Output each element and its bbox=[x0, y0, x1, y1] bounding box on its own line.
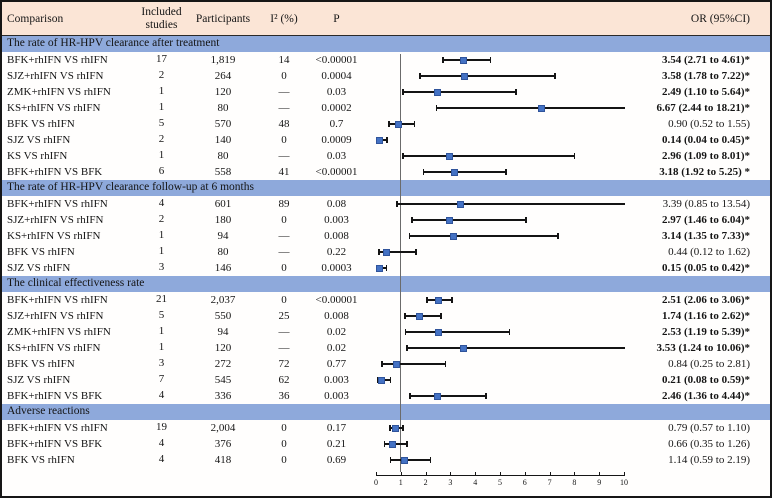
column-header-participants: Participants bbox=[195, 12, 251, 25]
or-ci-value: 2.53 (1.19 to 5.39)* bbox=[662, 326, 750, 338]
column-header-p: P bbox=[333, 12, 340, 25]
table-row bbox=[2, 244, 770, 260]
or-point-marker bbox=[460, 57, 467, 64]
included-studies-cell: 1 bbox=[158, 245, 165, 258]
section-title: The rate of HR-HPV clearance follow-up at 6 months bbox=[2, 180, 770, 196]
p-value-cell: 0.0003 bbox=[321, 262, 352, 274]
ci-interval-line bbox=[407, 347, 625, 349]
i2-cell: 72 bbox=[278, 358, 290, 370]
comparison-cell: ZMK+rhIFN VS rhIFN bbox=[7, 86, 111, 98]
p-value-cell: 0.0004 bbox=[321, 70, 352, 82]
included-studies-cell: 5 bbox=[158, 117, 165, 130]
section-title: The clinical effectiveness rate bbox=[2, 276, 770, 292]
comparison-cell: BFK VS rhIFN bbox=[7, 246, 75, 258]
axis-tick bbox=[599, 472, 600, 476]
ci-lower-cap bbox=[404, 313, 406, 320]
axis-tick-label: 0 bbox=[374, 478, 378, 487]
table-body bbox=[2, 36, 770, 468]
ci-interval-line bbox=[405, 315, 441, 317]
included-studies-cell: 2 bbox=[158, 213, 165, 226]
ci-lower-cap bbox=[378, 249, 380, 256]
table-row bbox=[2, 132, 770, 148]
ci-upper-cap bbox=[406, 441, 408, 448]
i2-cell: 25 bbox=[278, 310, 290, 322]
axis-tick-label: 7 bbox=[547, 478, 552, 487]
table-row bbox=[2, 436, 770, 452]
i2-cell: 48 bbox=[278, 118, 290, 130]
i2-cell: 0 bbox=[281, 214, 287, 226]
table-row bbox=[2, 212, 770, 228]
included-studies-cell: 17 bbox=[156, 53, 167, 66]
table-row bbox=[2, 228, 770, 244]
axis-tick-label: 1 bbox=[398, 478, 403, 487]
or-ci-value: 1.14 (0.59 to 2.19) bbox=[668, 454, 750, 466]
forest-plot-cell bbox=[367, 452, 625, 468]
ci-interval-line bbox=[420, 75, 555, 77]
or-ci-value: 0.79 (0.57 to 1.10) bbox=[668, 422, 750, 434]
or-ci-value: 0.15 (0.05 to 0.42)* bbox=[662, 262, 750, 274]
comparison-cell: SJZ VS rhIFN bbox=[7, 374, 71, 386]
section-title: Adverse reactions bbox=[2, 404, 770, 420]
ci-lower-cap bbox=[389, 425, 391, 432]
participants-cell: 264 bbox=[214, 70, 232, 82]
comparison-cell: SJZ+rhIFN VS rhIFN bbox=[7, 70, 104, 82]
ci-lower-cap bbox=[402, 153, 404, 160]
ci-interval-line bbox=[391, 459, 431, 461]
participants-cell: 570 bbox=[214, 118, 232, 130]
column-header-or-ci: OR (95%CI) bbox=[690, 12, 750, 25]
participants-cell: 272 bbox=[214, 358, 232, 370]
or-point-marker bbox=[434, 393, 441, 400]
forest-plot-cell bbox=[367, 228, 625, 244]
ci-upper-cap bbox=[430, 457, 432, 464]
comparison-cell: BFK+rhIFN VS rhIFN bbox=[7, 422, 108, 434]
forest-plot-cell bbox=[367, 340, 625, 356]
or-point-marker bbox=[401, 457, 408, 464]
i2-cell: — bbox=[278, 342, 290, 354]
comparison-cell: SJZ+rhIFN VS rhIFN bbox=[7, 310, 104, 322]
comparison-cell: BFK+rhIFN VS BFK bbox=[7, 390, 103, 402]
p-value-cell: 0.77 bbox=[326, 358, 347, 370]
table-row bbox=[2, 420, 770, 436]
forest-plot-cell bbox=[367, 244, 625, 260]
included-studies-cell: 4 bbox=[158, 437, 165, 450]
participants-cell: 94 bbox=[217, 326, 229, 338]
included-studies-cell: 5 bbox=[158, 309, 165, 322]
ci-lower-cap bbox=[442, 57, 444, 64]
participants-cell: 418 bbox=[214, 454, 232, 466]
ci-interval-line bbox=[409, 235, 557, 237]
forest-plot-cell bbox=[367, 100, 625, 116]
axis-tick bbox=[475, 472, 476, 476]
table-row bbox=[2, 388, 770, 404]
ci-interval-line bbox=[403, 155, 575, 157]
or-ci-value: 0.66 (0.35 to 1.26) bbox=[668, 438, 750, 450]
forest-plot-cell bbox=[367, 308, 625, 324]
or-ci-value: 2.96 (1.09 to 8.01)* bbox=[662, 150, 750, 162]
ci-upper-cap bbox=[445, 361, 447, 368]
ci-upper-cap bbox=[440, 313, 442, 320]
included-studies-cell: 4 bbox=[158, 389, 165, 402]
ci-interval-line bbox=[412, 219, 526, 221]
i2-cell: 0 bbox=[281, 422, 287, 434]
included-studies-cell: 4 bbox=[158, 197, 165, 210]
forest-plot-cell bbox=[367, 436, 625, 452]
table-row bbox=[2, 324, 770, 340]
comparison-cell: KS+rhIFN VS rhIFN bbox=[7, 102, 101, 114]
or-point-marker bbox=[450, 233, 457, 240]
or-point-marker bbox=[435, 329, 442, 336]
participants-cell: 120 bbox=[214, 342, 232, 354]
included-studies-cell: 7 bbox=[158, 373, 165, 386]
included-studies-cell: 19 bbox=[156, 421, 167, 434]
table-row bbox=[2, 68, 770, 84]
participants-cell: 1,819 bbox=[210, 54, 236, 66]
or-point-marker bbox=[538, 105, 545, 112]
p-value-cell: 0.22 bbox=[326, 246, 347, 258]
axis-tick bbox=[525, 472, 526, 476]
or-point-marker bbox=[446, 153, 453, 160]
i2-cell: 62 bbox=[278, 374, 290, 386]
p-value-cell: 0.003 bbox=[324, 390, 349, 402]
forest-plot-cell bbox=[367, 372, 625, 388]
ci-upper-cap bbox=[402, 425, 404, 432]
comparison-cell: KS VS rhIFN bbox=[7, 150, 68, 162]
axis-tick bbox=[401, 472, 402, 476]
or-point-marker bbox=[457, 201, 464, 208]
p-value-cell: 0.08 bbox=[326, 198, 347, 210]
axis-tick-label: 6 bbox=[522, 478, 527, 487]
forest-plot-cell bbox=[367, 116, 625, 132]
or-point-marker bbox=[376, 265, 383, 272]
ci-upper-cap bbox=[574, 153, 576, 160]
p-value-cell: 0.02 bbox=[326, 342, 347, 354]
participants-cell: 80 bbox=[217, 246, 229, 258]
ci-upper-cap bbox=[505, 169, 507, 176]
ci-lower-cap bbox=[405, 329, 407, 336]
ci-lower-cap bbox=[384, 441, 386, 448]
table-row bbox=[2, 52, 770, 68]
or-ci-value: 3.18 (1.92 to 5.25) * bbox=[659, 166, 750, 178]
or-point-marker bbox=[446, 217, 453, 224]
or-point-marker bbox=[451, 169, 458, 176]
ci-upper-cap bbox=[390, 377, 392, 384]
ci-interval-line bbox=[403, 91, 516, 93]
included-studies-cell: 1 bbox=[158, 85, 165, 98]
i2-cell: 0 bbox=[281, 438, 287, 450]
i2-cell: 0 bbox=[281, 134, 287, 146]
comparison-cell: SJZ+rhIFN VS rhIFN bbox=[7, 214, 104, 226]
ci-upper-cap bbox=[414, 121, 416, 128]
comparison-cell: BFK+rhIFN VS rhIFN bbox=[7, 294, 108, 306]
i2-cell: 89 bbox=[278, 198, 290, 210]
participants-cell: 2,037 bbox=[210, 294, 236, 306]
ci-lower-cap bbox=[388, 121, 390, 128]
comparison-cell: BFK VS rhIFN bbox=[7, 358, 75, 370]
or-ci-value: 1.74 (1.16 to 2.62)* bbox=[662, 310, 750, 322]
or-ci-value: 0.90 (0.52 to 1.55) bbox=[668, 118, 750, 130]
or-point-marker bbox=[460, 345, 467, 352]
or-point-marker bbox=[383, 249, 390, 256]
participants-cell: 146 bbox=[214, 262, 232, 274]
ci-lower-cap bbox=[419, 73, 421, 80]
forest-plot-cell bbox=[367, 52, 625, 68]
axis-tick bbox=[500, 472, 501, 476]
forest-plot-cell bbox=[367, 148, 625, 164]
table-row bbox=[2, 116, 770, 132]
axis-tick-label: 9 bbox=[597, 478, 602, 487]
ci-lower-cap bbox=[423, 169, 425, 176]
section-title: The rate of HR-HPV clearance after treatment bbox=[2, 36, 770, 52]
participants-cell: 120 bbox=[214, 86, 232, 98]
ci-upper-cap bbox=[554, 73, 556, 80]
p-value-cell: 0.7 bbox=[329, 118, 344, 130]
p-value-cell: 0.03 bbox=[326, 86, 347, 98]
p-value-cell: 0.69 bbox=[326, 454, 347, 466]
included-studies-cell: 3 bbox=[158, 357, 165, 370]
axis-tick bbox=[574, 472, 575, 476]
ci-interval-line bbox=[382, 363, 445, 365]
p-value-cell: 0.21 bbox=[326, 438, 347, 450]
or-ci-value: 2.51 (2.06 to 3.06)* bbox=[662, 294, 750, 306]
participants-cell: 80 bbox=[217, 102, 229, 114]
comparison-cell: KS+rhIFN VS rhIFN bbox=[7, 230, 101, 242]
forest-plot-cell bbox=[367, 324, 625, 340]
comparison-cell: SJZ VS rhIFN bbox=[7, 134, 71, 146]
included-studies-cell: 4 bbox=[158, 453, 165, 466]
p-value-cell: 0.17 bbox=[326, 422, 347, 434]
forest-plot-cell bbox=[367, 260, 625, 276]
ci-lower-cap bbox=[402, 89, 404, 96]
ci-interval-line bbox=[406, 331, 510, 333]
table-row bbox=[2, 84, 770, 100]
forest-plot-cell bbox=[367, 132, 625, 148]
participants-cell: 376 bbox=[214, 438, 232, 450]
or-point-marker bbox=[389, 441, 396, 448]
ci-lower-cap bbox=[406, 345, 408, 352]
axis-tick bbox=[550, 472, 551, 476]
table-row bbox=[2, 356, 770, 372]
i2-cell: — bbox=[278, 86, 290, 98]
ci-interval-line bbox=[410, 395, 486, 397]
comparison-cell: BFK+rhIFN VS BFK bbox=[7, 438, 103, 450]
i2-cell: 36 bbox=[278, 390, 290, 402]
ci-upper-cap bbox=[490, 57, 492, 64]
p-value-cell: 0.008 bbox=[324, 230, 349, 242]
axis-tick bbox=[426, 472, 427, 476]
ci-upper-cap bbox=[557, 233, 559, 240]
forest-plot-cell bbox=[367, 164, 625, 180]
or-ci-value: 0.21 (0.08 to 0.59)* bbox=[662, 374, 750, 386]
axis-tick-label: 10 bbox=[620, 478, 628, 487]
column-header-plot-spacer bbox=[367, 2, 625, 35]
x-axis bbox=[374, 472, 628, 496]
comparison-cell: KS+rhIFN VS rhIFN bbox=[7, 342, 101, 354]
axis-tick-label: 3 bbox=[448, 478, 453, 487]
ci-upper-cap bbox=[386, 137, 388, 144]
or-point-marker bbox=[416, 313, 423, 320]
i2-cell: 0 bbox=[281, 294, 287, 306]
column-header-row bbox=[2, 2, 770, 36]
comparison-cell: BFK+rhIFN VS rhIFN bbox=[7, 198, 108, 210]
participants-cell: 336 bbox=[214, 390, 232, 402]
axis-tick bbox=[450, 472, 451, 476]
table-row bbox=[2, 452, 770, 468]
axis-tick bbox=[624, 472, 625, 476]
table-row bbox=[2, 292, 770, 308]
participants-cell: 140 bbox=[214, 134, 232, 146]
comparison-cell: BFK+rhIFN VS BFK bbox=[7, 166, 103, 178]
ci-lower-cap bbox=[381, 361, 383, 368]
or-ci-value: 0.84 (0.25 to 2.81) bbox=[668, 358, 750, 370]
included-studies-cell: 1 bbox=[158, 101, 165, 114]
included-studies-cell: 1 bbox=[158, 325, 165, 338]
forest-plot-cell bbox=[367, 68, 625, 84]
or-ci-value: 3.39 (0.85 to 13.54) bbox=[662, 198, 750, 210]
or-point-marker bbox=[461, 73, 468, 80]
table-row bbox=[2, 196, 770, 212]
included-studies-cell: 21 bbox=[156, 293, 167, 306]
or-ci-value: 3.58 (1.78 to 7.22)* bbox=[662, 70, 750, 82]
or-ci-value: 3.53 (1.24 to 10.06)* bbox=[656, 342, 750, 354]
participants-cell: 558 bbox=[214, 166, 232, 178]
or-ci-value: 2.97 (1.46 to 6.04)* bbox=[662, 214, 750, 226]
i2-cell: — bbox=[278, 246, 290, 258]
forest-plot-cell bbox=[367, 212, 625, 228]
p-value-cell: 0.0009 bbox=[321, 134, 352, 146]
axis-tick-label: 5 bbox=[498, 478, 502, 487]
ci-lower-cap bbox=[409, 393, 411, 400]
comparison-cell: BFK VS rhIFN bbox=[7, 118, 75, 130]
included-studies-cell: 2 bbox=[158, 69, 165, 82]
or-point-marker bbox=[376, 137, 383, 144]
participants-cell: 80 bbox=[217, 150, 229, 162]
forest-plot-cell bbox=[367, 84, 625, 100]
i2-cell: 41 bbox=[278, 166, 290, 178]
participants-cell: 180 bbox=[214, 214, 232, 226]
table-row bbox=[2, 100, 770, 116]
i2-cell: 14 bbox=[278, 54, 290, 66]
forest-plot-cell bbox=[367, 388, 625, 404]
p-value-cell: 0.0002 bbox=[321, 102, 352, 114]
included-studies-cell: 3 bbox=[158, 261, 165, 274]
or-point-marker bbox=[434, 89, 441, 96]
ci-upper-cap bbox=[386, 265, 388, 272]
or-point-marker bbox=[395, 121, 402, 128]
ci-upper-cap bbox=[451, 297, 453, 304]
forest-plot-cell bbox=[367, 292, 625, 308]
p-value-cell: <0.00001 bbox=[315, 294, 358, 306]
or-point-marker bbox=[378, 377, 385, 384]
ci-interval-line bbox=[424, 171, 507, 173]
ci-lower-cap bbox=[390, 457, 392, 464]
axis-tick-label: 8 bbox=[572, 478, 577, 487]
ci-interval-line bbox=[397, 203, 625, 205]
axis-tick-label: 2 bbox=[423, 478, 428, 487]
ci-lower-cap bbox=[436, 105, 438, 112]
forest-plot-cell bbox=[367, 420, 625, 436]
or-ci-value: 2.46 (1.36 to 4.44)* bbox=[662, 390, 750, 402]
p-value-cell: 0.008 bbox=[324, 310, 349, 322]
comparison-cell: ZMK+rhIFN VS rhIFN bbox=[7, 326, 111, 338]
i2-cell: — bbox=[278, 326, 290, 338]
i2-cell: 0 bbox=[281, 262, 287, 274]
included-studies-cell: 1 bbox=[158, 149, 165, 162]
i2-cell: 0 bbox=[281, 454, 287, 466]
ci-upper-cap bbox=[415, 249, 417, 256]
p-value-cell: 0.02 bbox=[326, 326, 347, 338]
i2-cell: — bbox=[278, 230, 290, 242]
ci-upper-cap bbox=[515, 89, 517, 96]
or-ci-value: 0.44 (0.12 to 1.62) bbox=[668, 246, 750, 258]
p-value-cell: 0.003 bbox=[324, 214, 349, 226]
ci-interval-line bbox=[437, 107, 626, 109]
axis-tick bbox=[376, 472, 377, 476]
column-header-i2: I² (%) bbox=[270, 12, 298, 25]
i2-cell: — bbox=[278, 150, 290, 162]
comparison-cell: SJZ VS rhIFN bbox=[7, 262, 71, 274]
or-ci-value: 3.14 (1.35 to 7.33)* bbox=[662, 230, 750, 242]
comparison-cell: BFK VS rhIFN bbox=[7, 454, 75, 466]
p-value-cell: <0.00001 bbox=[315, 54, 358, 66]
column-header-comparison: Comparison bbox=[7, 12, 64, 25]
p-value-cell: 0.003 bbox=[324, 374, 349, 386]
i2-cell: 0 bbox=[281, 70, 287, 82]
forest-plot-cell bbox=[367, 196, 625, 212]
included-studies-cell: 1 bbox=[158, 341, 165, 354]
or-point-marker bbox=[393, 361, 400, 368]
participants-cell: 545 bbox=[214, 374, 232, 386]
or-point-marker bbox=[435, 297, 442, 304]
table-row bbox=[2, 372, 770, 388]
participants-cell: 2,004 bbox=[210, 422, 236, 434]
ci-lower-cap bbox=[409, 233, 411, 240]
table-row bbox=[2, 340, 770, 356]
ci-upper-cap bbox=[525, 217, 527, 224]
comparison-cell: BFK+rhIFN VS rhIFN bbox=[7, 54, 108, 66]
p-value-cell: 0.03 bbox=[326, 150, 347, 162]
included-studies-cell: 1 bbox=[158, 229, 165, 242]
axis-tick-label: 4 bbox=[473, 478, 478, 487]
table-row bbox=[2, 260, 770, 276]
ci-lower-cap bbox=[426, 297, 428, 304]
forest-plot-cell bbox=[367, 356, 625, 372]
or-ci-value: 3.54 (2.71 to 4.61)* bbox=[662, 54, 750, 66]
included-studies-cell: 6 bbox=[158, 165, 165, 178]
ci-lower-cap bbox=[396, 201, 398, 208]
or-point-marker bbox=[392, 425, 399, 432]
table-row bbox=[2, 148, 770, 164]
ci-upper-cap bbox=[509, 329, 511, 336]
or-ci-value: 0.14 (0.04 to 0.45)* bbox=[662, 134, 750, 146]
ci-lower-cap bbox=[411, 217, 413, 224]
table-row bbox=[2, 164, 770, 180]
table-row bbox=[2, 308, 770, 324]
participants-cell: 94 bbox=[217, 230, 229, 242]
i2-cell: — bbox=[278, 102, 290, 114]
ci-upper-cap bbox=[485, 393, 487, 400]
or-ci-value: 2.49 (1.10 to 5.64)* bbox=[662, 86, 750, 98]
column-header-included-studies: Included studies bbox=[141, 6, 182, 31]
p-value-cell: <0.00001 bbox=[315, 166, 358, 178]
participants-cell: 601 bbox=[214, 198, 232, 210]
included-studies-cell: 2 bbox=[158, 133, 165, 146]
or-ci-value: 6.67 (2.44 to 18.21)* bbox=[656, 102, 750, 114]
participants-cell: 550 bbox=[214, 310, 232, 322]
